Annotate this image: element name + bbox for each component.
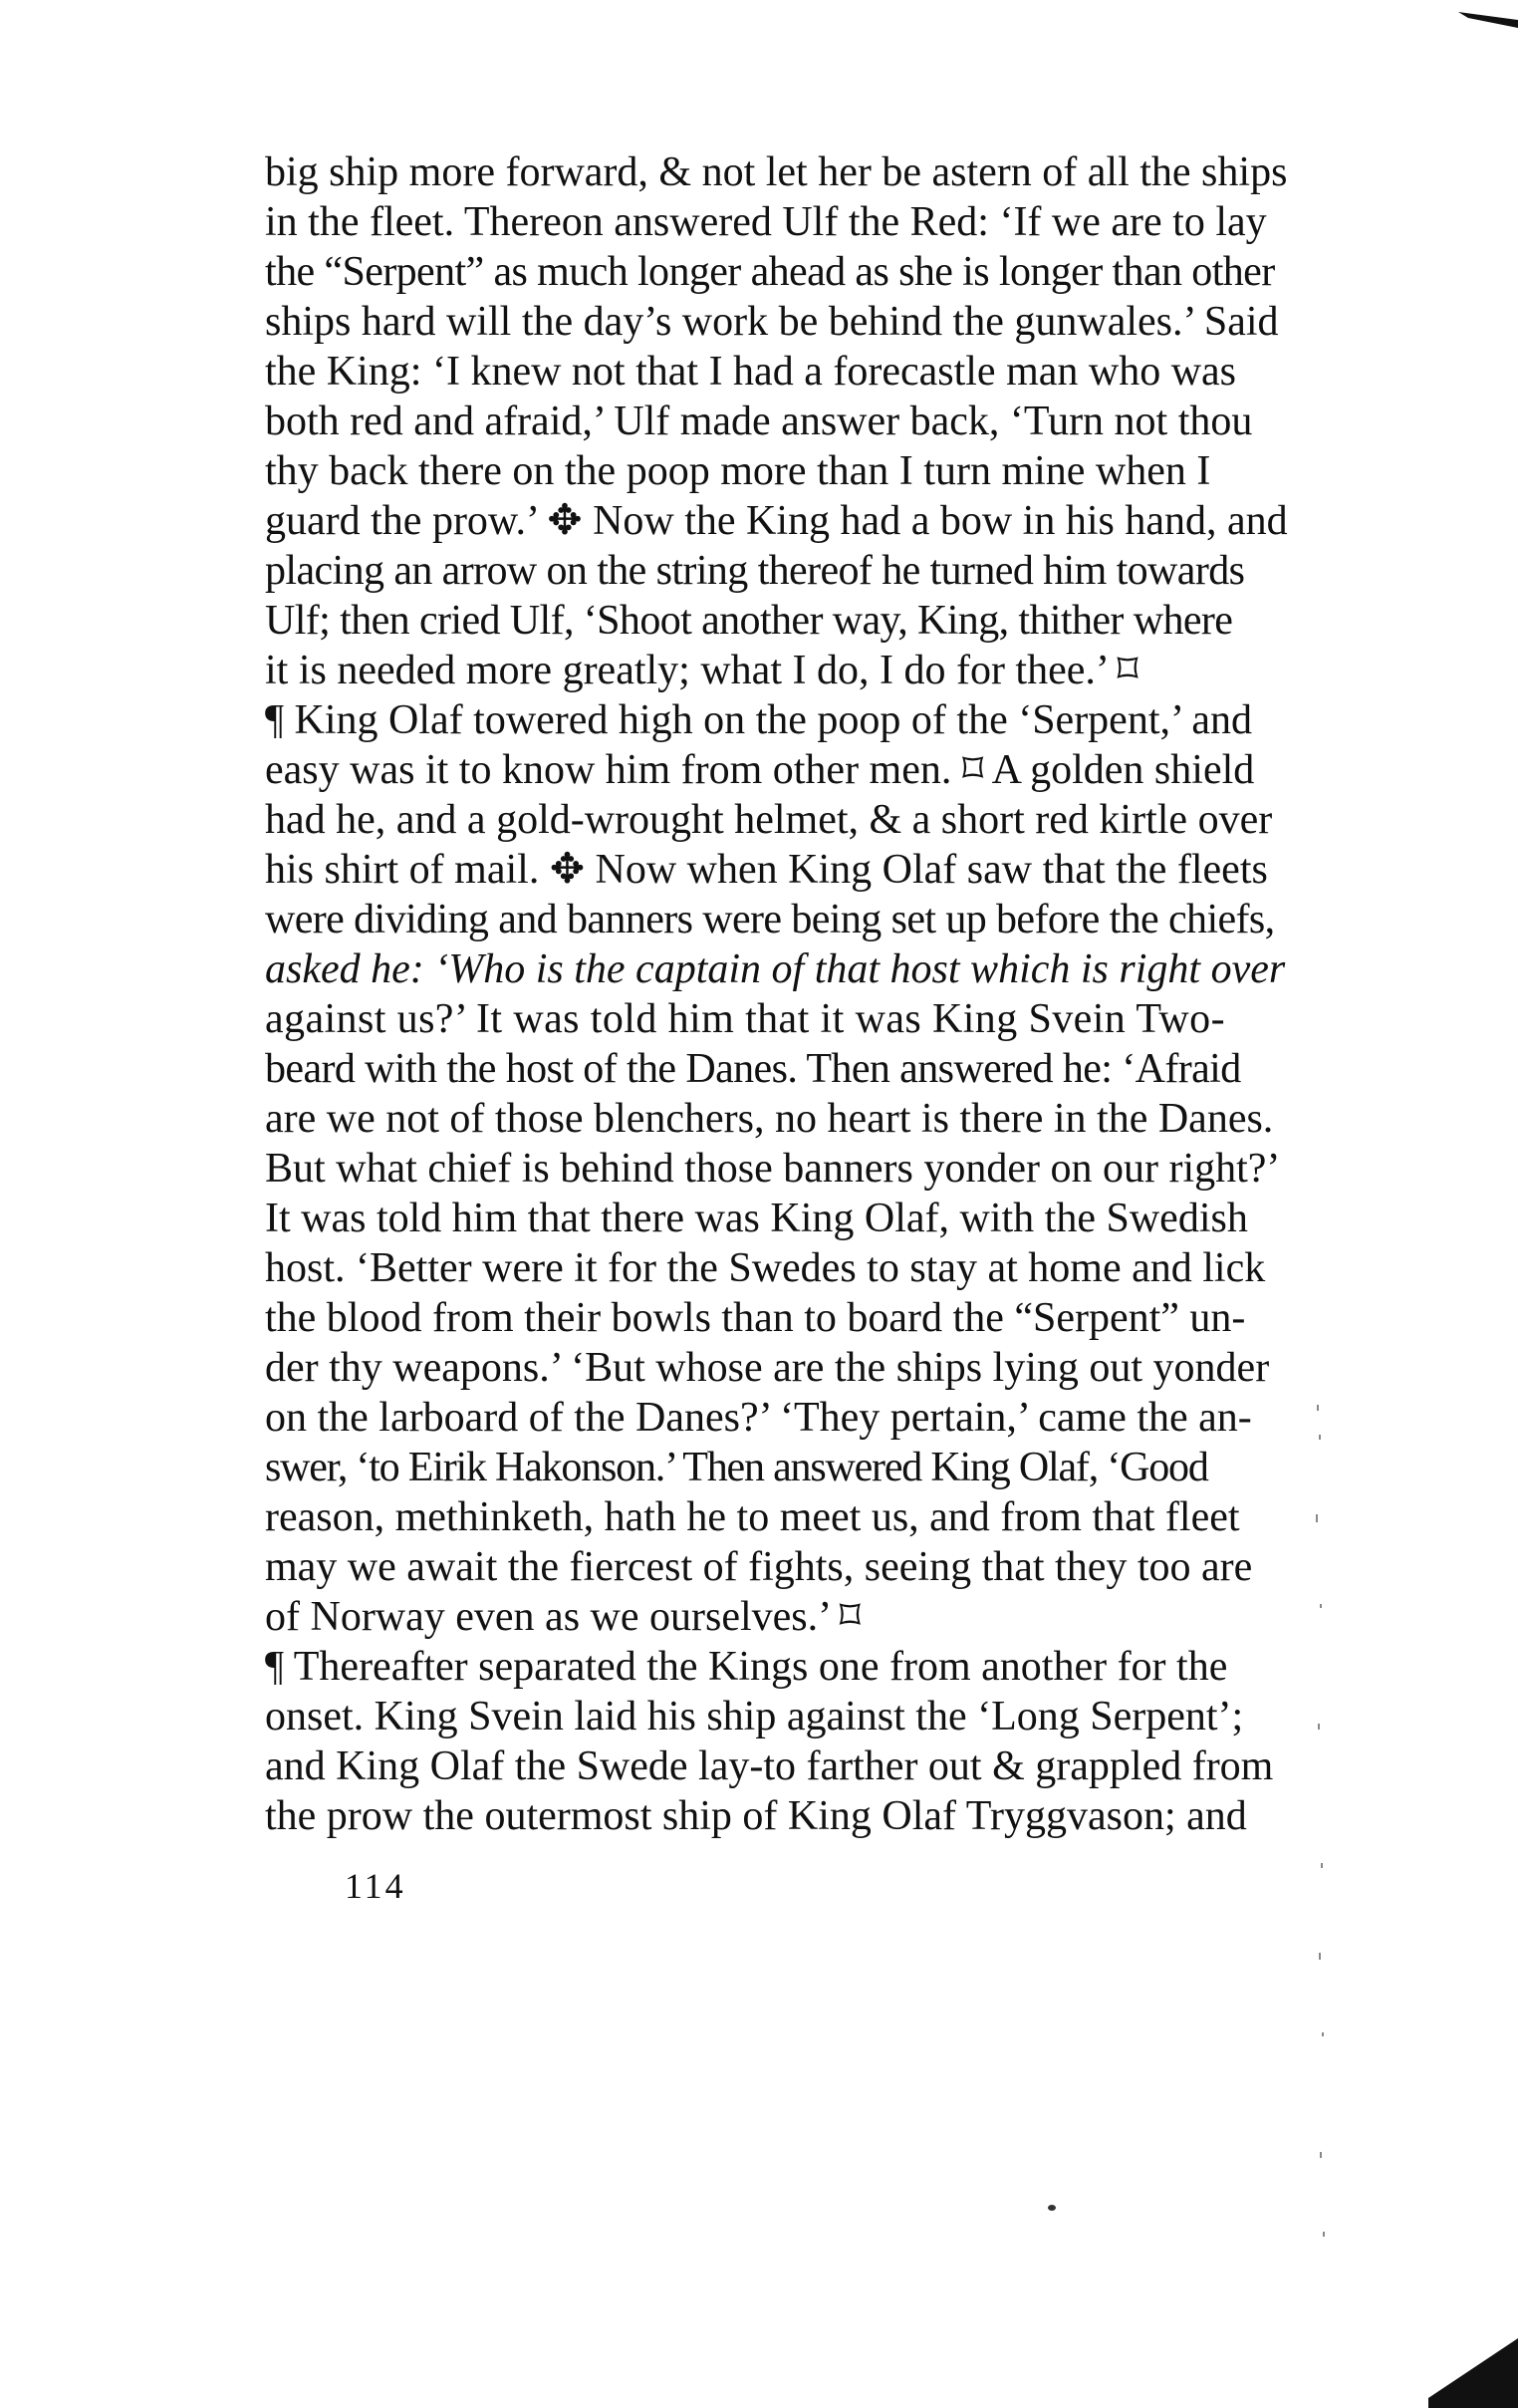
page-edge-mark — [1428, 2338, 1518, 2408]
text-line: the prow the outermost ship of King Olaf Tryggvason; and — [265, 1793, 1247, 1839]
text-line: reason, methinketh, hath he to meet us, and from that fleet — [265, 1494, 1240, 1540]
text-line: ¶ Thereafter separated the Kings one from another for the — [265, 1644, 1228, 1690]
text-line: were dividing and banners were being set up before the chiefs, — [265, 897, 1275, 942]
text-line: beard with the host of the Danes. Then answered he: ‘Afraid — [265, 1046, 1241, 1092]
text-line: onset. King Svein laid his ship against the ‘Long Serpent’; — [265, 1694, 1244, 1739]
text-line: But what chief is behind those banners yonder on our right?’ — [265, 1146, 1281, 1192]
text-line: may we await the fiercest of fights, seeing that they too are — [265, 1544, 1253, 1590]
text-line: der thy weapons.’ ‘But whose are the ships lying out yonder — [265, 1345, 1270, 1391]
text-line: on the larboard of the Danes?’ ‘They pertain,’ came the an- — [265, 1395, 1252, 1441]
text-line: both red and afraid,’ Ulf made answer back, ‘Turn not thou — [265, 399, 1253, 444]
text-line: it is needed more greatly; what I do, I do for thee.’ ⌑ — [265, 648, 1138, 693]
text-line: against us?’ It was told him that it was King Svein Two- — [265, 996, 1225, 1042]
text-line: ¶ King Olaf towered high on the poop of the ‘Serpent,’ and — [265, 697, 1252, 743]
text-line: had he, and a gold-wrought helmet, & a short red kirtle over — [265, 797, 1273, 843]
text-line: big ship more forward, & not let her be astern of all the ships — [265, 149, 1288, 195]
text-line: It was told him that there was King Olaf, with the Swedish — [265, 1196, 1248, 1241]
text-line: of Norway even as we ourselves.’ ⌑ — [265, 1594, 862, 1640]
text-line: the “Serpent” as much longer ahead as she is longer than other — [265, 249, 1275, 295]
text-line: guard the prow.’ ✥ Now the King had a bow in his hand, and — [265, 498, 1288, 544]
paper-specks — [1265, 1395, 1345, 2291]
text-line: asked he: ‘Who is the captain of that host which is right over — [265, 946, 1286, 992]
text-line: the blood from their bowls than to board the “Serpent” un- — [265, 1295, 1246, 1341]
text-line: easy was it to know him from other men. ⌑ A golden shield — [265, 747, 1255, 793]
text-line: the King: ‘I knew not that I had a forecastle man who was — [265, 349, 1237, 395]
text-line: ships hard will the day’s work be behind the gunwales.’ Said — [265, 299, 1279, 345]
page-number: 114 — [345, 1866, 406, 1906]
text-line: in the fleet. Thereon answered Ulf the Red: ‘If we are to lay — [265, 199, 1267, 245]
text-line: host. ‘Better were it for the Swedes to stay at home and lick — [265, 1245, 1266, 1291]
text-line: Ulf; then cried Ulf, ‘Shoot another way, King, thither where — [265, 598, 1233, 644]
text-line: his shirt of mail. ✥ Now when King Olaf saw that the fleets — [265, 847, 1268, 893]
text-line: swer, ‘to Eirik Hakonson.’ Then answered King Olaf, ‘Good — [265, 1445, 1208, 1490]
text-line: placing an arrow on the string thereof he turned him towards — [265, 548, 1245, 594]
page-edge-mark — [1458, 10, 1518, 28]
text-line: are we not of those blenchers, no heart is there in the Danes. — [265, 1096, 1274, 1142]
text-line: and King Olaf the Swede lay-to farther out & grappled from — [265, 1743, 1274, 1789]
text-line: thy back there on the poop more than I turn mine when I — [265, 448, 1211, 494]
ink-speck — [1048, 2205, 1056, 2211]
